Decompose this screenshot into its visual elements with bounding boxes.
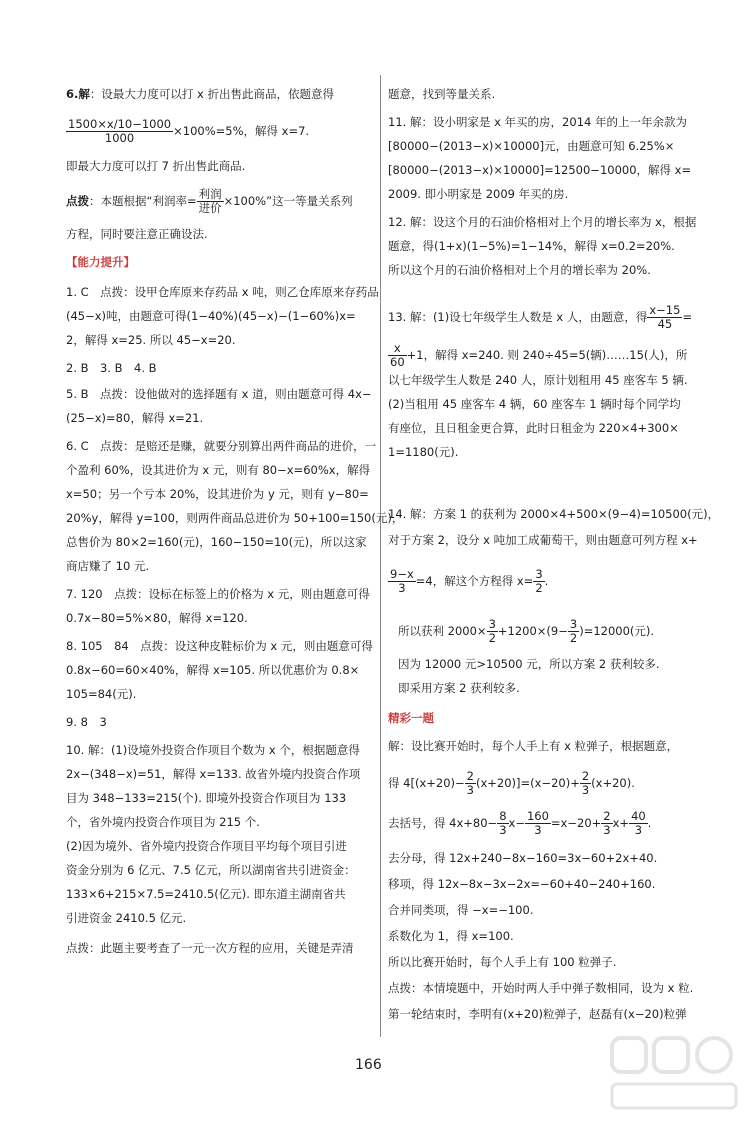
- q6-line-1: 6.解：设最大力度可以打 x 折出售此商品，依题意得: [66, 87, 334, 101]
- q10-line-8: 引进资金 2410.5 亿元.: [66, 911, 187, 925]
- jc-line-7: 系数化为 1，得 x=100.: [388, 929, 514, 943]
- q6c-line-6: 商店赚了 10 元.: [66, 559, 150, 573]
- q10-line-3: 目为 348−133=215(个). 即境外投资合作项目为 133: [66, 791, 347, 805]
- q8-line-3: 105=84(元).: [66, 687, 137, 701]
- jc-line-3: 去括号，得 4x+80− $\frac{8}{3}$ x− $\frac{160}{3}$ =x−20+ $\frac{2}{3}$ x+ $\frac{40}{3}$ .: [388, 809, 652, 837]
- q13-fraction-2: $\frac{x}{60}$: [390, 341, 405, 369]
- q14-fraction-4: $\frac{3}{2}$: [569, 617, 578, 645]
- q7-line-2: 0.7x−80=5%×80，解得 x=120.: [66, 611, 248, 625]
- section-title-ability: 【能力提升】: [66, 255, 135, 269]
- q10-line-1: 10. 解：(1)设境外投资合作项目个数为 x 个，根据题意得: [66, 743, 360, 757]
- q5-line-2: (25−x)=80，解得 x=21.: [66, 411, 204, 425]
- q13-line-5: 有座位，且日租金更合算，此时日租金为 220×4+300×: [388, 421, 679, 435]
- q6c-line-5: 总售价为 80×2=160(元)，160−150=10(元)，所以这家: [66, 535, 367, 549]
- q10-line-7: 133×6+215×7.5=2410.5(亿元). 即东道主湖南省共: [66, 887, 346, 901]
- q14-line-3: $\frac{9-x}{3}$ =4，解这个方程得 x= $\frac{3}{2}$ .: [390, 567, 549, 595]
- q13-line-6: 1=1180(元).: [388, 445, 459, 459]
- q7-line-1: 7. 120 点拨：设标在标签上的价格为 x 元，则由题意可得: [66, 587, 370, 601]
- q11-line-3: [80000−(2013−x)×10000]=12500−10000，解得 x=: [388, 163, 692, 177]
- jc-fraction-4: $\frac{160}{3}$: [526, 809, 549, 837]
- q13-line-2: $\frac{x}{60}$ +1，解得 x=240. 则 240÷45=5(辆)……15(人)，所: [390, 341, 688, 369]
- q14-line-2: 对于方案 2，设分 x 吨加工成葡萄干，则由题意可列方程 x+: [388, 533, 698, 547]
- q10-hint: 点拨：此题主要考查了一元一次方程的应用，关键是弄清: [66, 941, 354, 955]
- jc-line-10: 第一轮结束时，李明有(x+20)粒弹子，赵磊有(x−20)粒弹: [388, 1007, 687, 1021]
- q13-fraction-1: $\frac{x-15}{45}$: [649, 303, 681, 331]
- jc-fraction-3: $\frac{8}{3}$: [499, 809, 507, 837]
- jc-line-1: 解：设比赛开始时，每个人手上有 x 粒弹子，根据题意，: [388, 739, 679, 753]
- hint-fraction: $\frac{\text{利润}}{\text{进价}}$: [198, 187, 222, 215]
- q8-line-2: 0.8x−60=60×40%，解得 x=105. 所以优惠价为 0.8×: [66, 663, 360, 677]
- q14-line-6: 即采用方案 2 获利较多.: [398, 681, 520, 695]
- q11-line-4: 2009. 即小明家是 2009 年买的房.: [388, 187, 569, 201]
- q14-fraction-2: $\frac{3}{2}$: [535, 567, 543, 595]
- q11-line-1: 11. 解：设小明家是 x 年买的房，2014 年的上一年余款为: [388, 115, 687, 129]
- q5-line-1: 5. B 点拨：设他做对的选择题有 x 道，则由题意可得 4x−: [66, 387, 372, 401]
- jc-fraction-2: $\frac{2}{3}$: [581, 769, 590, 797]
- jc-fraction-5: $\frac{2}{3}$: [603, 809, 611, 837]
- jc-line-5: 移项，得 12x−8x−3x−2x=−60+40−240+160.: [388, 877, 656, 891]
- q6-fraction: $\frac{1500\times x/10-1000}{1000}$: [68, 117, 172, 145]
- q14-fraction-3: $\frac{3}{2}$: [488, 617, 496, 645]
- section-title-highlight: 精彩一题: [388, 711, 434, 725]
- column-divider: [380, 75, 381, 1037]
- jc-line-6: 合并同类项，得 −x=−100.: [388, 903, 534, 917]
- q10-line-6: 资金分别为 6 亿元、7.5 亿元，所以湖南省共引进资金：: [66, 863, 356, 877]
- q11-line-2: [80000−(2013−x)×10000]元，由题意可知 6.25%×: [388, 139, 675, 153]
- q14-fraction-1: $\frac{9-x}{3}$: [390, 567, 414, 595]
- q2-4-answers: 2. B 3. B 4. B: [66, 361, 157, 375]
- q12-line-3: 所以这个月的石油价格相对上个月的增长率为 20%.: [388, 263, 651, 277]
- q1-line-1: 1. C 点拨：设甲仓库原来存药品 x 吨，则乙仓库原来存药品: [66, 285, 379, 299]
- q6-line-3: 即最大力度可以打 7 折出售此商品.: [66, 159, 246, 173]
- q13-line-4: (2)当租用 45 座客车 4 辆，60 座客车 1 辆时每个同学均: [388, 397, 681, 411]
- page-number: 166: [355, 1057, 382, 1073]
- q10-line-5: (2)因为境外、省外境内投资合作项目平均每个项目引进: [66, 839, 347, 853]
- continued-text: 题意，找到等量关系.: [388, 87, 496, 101]
- q6c-line-3: x=50；另一个亏本 20%，设其进价为 y 元，则有 y−80=: [66, 487, 369, 501]
- q6c-line-4: 20%y，解得 y=100，则两件商品总进价为 50+100=150(元)，: [66, 511, 404, 525]
- q14-line-5: 因为 12000 元>10500 元，所以方案 2 获利较多.: [398, 657, 660, 671]
- q10-line-2: 2x−(348−x)=51，解得 x=133. 故省外境内投资合作项: [66, 767, 361, 781]
- jc-line-4: 去分母，得 12x+240−8x−160=3x−60+2x+40.: [388, 851, 658, 865]
- q6-hint: 点拨：本题根据“利润率= $\frac{\text{利润}}{\text{进价}}$ ×100%”这一等量关系列: [66, 187, 353, 215]
- q9-answers: 9. 8 3: [66, 715, 107, 729]
- jc-fraction-1: $\frac{2}{3}$: [466, 769, 474, 797]
- q13-line-3: 以七年级学生人数是 240 人，原计划租用 45 座客车 5 辆.: [388, 373, 688, 387]
- q12-line-2: 题意，得(1+x)(1−5%)=1−14%，解得 x=0.2=20%.: [388, 239, 675, 253]
- q13-line-1: 13. 解：(1)设七年级学生人数是 x 人，由题意，得 $\frac{x-15}{45}$ =: [388, 303, 693, 331]
- q10-line-4: 个，省外境内投资合作项目为 215 个.: [66, 815, 260, 829]
- q1-line-2: (45−x)吨，由题意可得(1−40%)(45−x)−(1−60%)x=: [66, 309, 356, 323]
- q1-line-3: 2，解得 x=25. 所以 45−x=20.: [66, 333, 236, 347]
- jc-line-2: 得 4[(x+20)− $\frac{2}{3}$ (x+20)]=(x−20)+ $\frac{2}{3}$ (x+20).: [388, 769, 635, 797]
- q6c-line-2: 个盈利 60%，设其进价为 x 元，则有 80−x=60%x，解得: [66, 463, 371, 477]
- q6-equation: $\frac{1500\times x/10-1000}{1000}$ ×100%=5%，解得 x=7.: [68, 117, 310, 145]
- q14-line-4: 所以获利 2000× $\frac{3}{2}$ +1200×(9− $\frac{3}{2}$ )=12000(元).: [398, 617, 655, 645]
- q14-line-1: 14. 解：方案 1 的获利为 2000×4+500×(9−4)=10500(元)，: [388, 507, 720, 521]
- jc-hint: 点拨：本情境题中，开始时两人手中弹子数相同，设为 x 粒.: [388, 981, 694, 995]
- q6c-line-1: 6. C 点拨：是赔还是赚，就要分别算出两件商品的进价，一: [66, 439, 377, 453]
- q12-line-1: 12. 解：设这个月的石油价格相对上个月的增长率为 x，根据: [388, 215, 697, 229]
- jc-line-8: 所以比赛开始时，每个人手上有 100 粒弹子.: [388, 955, 617, 969]
- jc-fraction-6: $\frac{40}{3}$: [631, 809, 646, 837]
- q8-line-1: 8. 105 84 点拨：设这种皮鞋标价为 x 元，则由题意可得: [66, 639, 373, 653]
- q6-line-5: 方程，同时要注意正确设法.: [66, 227, 208, 241]
- watermark-logo: [610, 1034, 740, 1114]
